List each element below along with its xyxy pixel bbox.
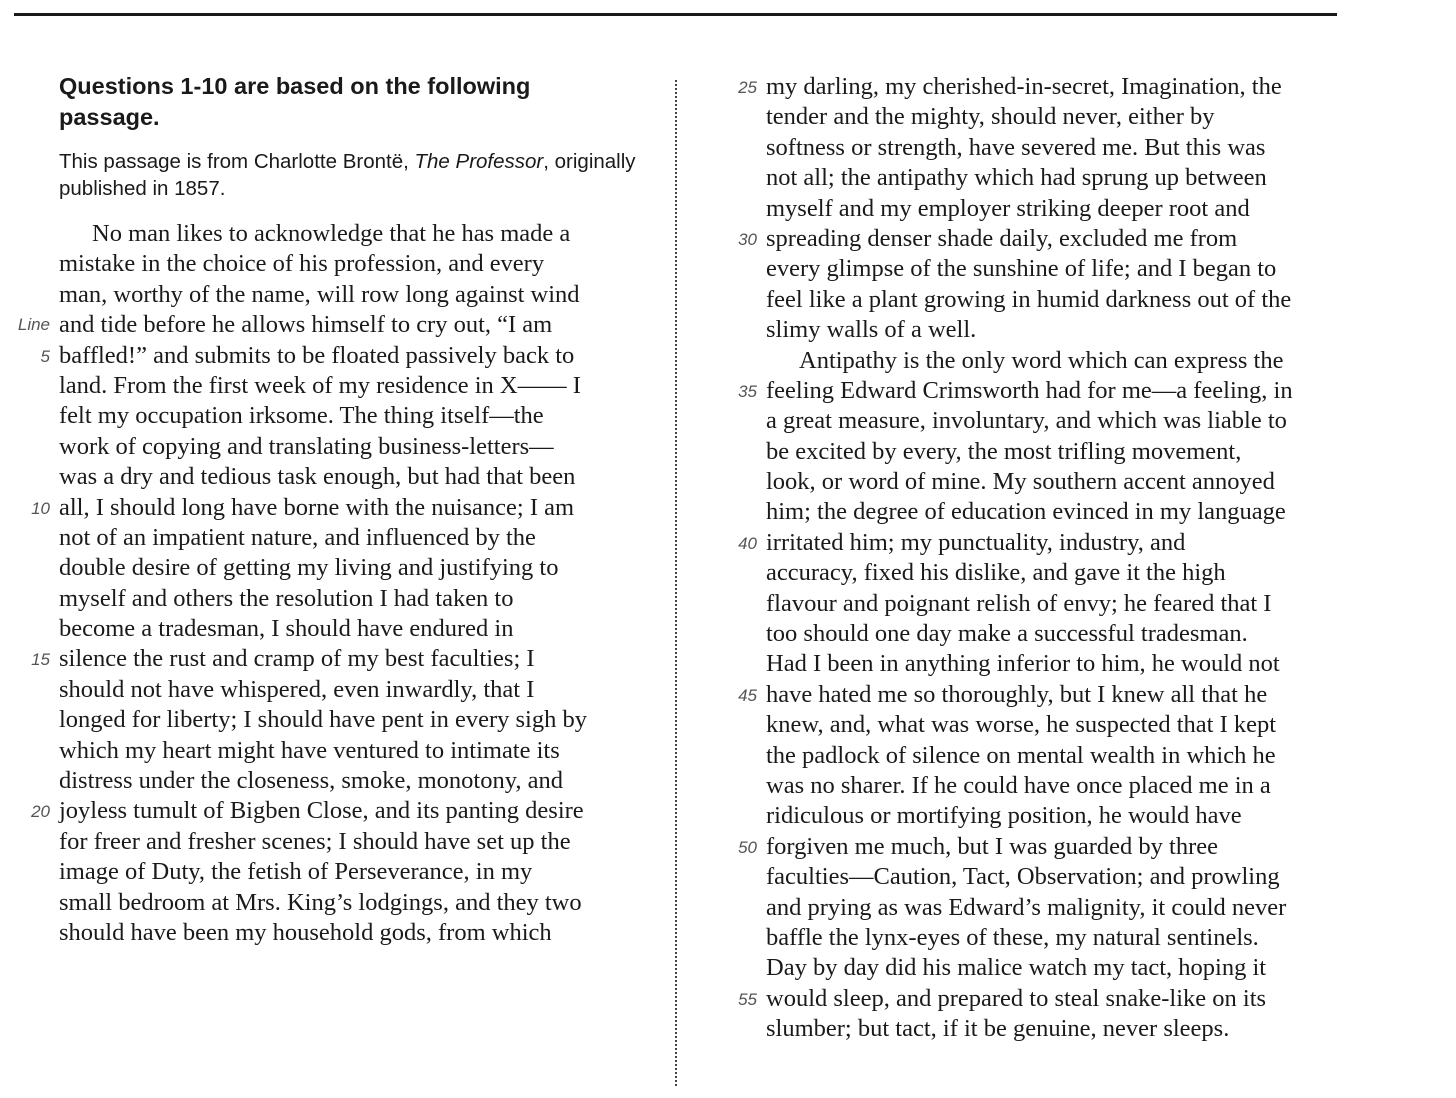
passage-line [766,558,1293,588]
passage-line [59,249,587,279]
line-text: land. From the first week of my residence in X—— I [59,371,581,399]
passage-line [31,796,587,826]
passage-line [766,862,1293,892]
line-text: become a tradesman, I should have endured in [59,615,514,643]
passage-line [59,614,587,644]
line-text: Had I been in anything inferior to him, he would not [766,650,1280,678]
line-text: distress under the closeness, smoke, monotony, and [59,767,563,795]
passage-line [31,644,587,674]
line-text: be excited by every, the most trifling movement, [766,437,1242,465]
passage-line [59,432,587,462]
passage-line [766,771,1293,801]
passage-line [59,888,587,918]
passage-line [59,401,587,431]
passage-column-right [738,72,1293,1045]
passage-line [59,827,587,857]
line-text: faculties—Caution, Tact, Observation; and prowling [766,863,1280,891]
passage-line [738,832,1293,862]
line-text: forgiven me much, but I was guarded by three [766,832,1218,860]
line-text: not of an impatient nature, and influenced by the [59,523,536,551]
line-text: knew, and, what was worse, he suspected that I kept [766,711,1277,739]
passage-line [738,528,1293,558]
passage-line [59,918,587,948]
source-suffix: , originally published in 1857. [59,150,636,200]
line-text: tender and the mighty, should never, either by [766,103,1215,131]
passage-line [31,493,587,523]
line-text: image of Duty, the fetish of Perseverance, in my [59,858,533,886]
passage-line [766,619,1293,649]
passage-column-left [17,219,587,948]
passage-line [59,705,587,735]
line-text: every glimpse of the sunshine of life; and I began to [766,255,1277,283]
passage-line [738,72,1293,102]
passage-line [766,194,1293,224]
line-text: slimy walls of a well. [766,316,977,344]
top-rule [14,13,1337,16]
line-text: baffled!” and submits to be floated passively back to [59,341,575,369]
line-number: 30 [738,229,757,249]
line-text: have hated me so thoroughly, but I knew all that he [766,680,1268,708]
passage-line [766,133,1293,163]
line-number: 20 [31,802,50,822]
line-text: should not have whispered, even inwardly, that I [59,675,535,703]
line-text: accuracy, fixed his dislike, and gave it the high [766,559,1226,587]
line-text: spreading denser shade daily, excluded me from [766,224,1238,252]
line-number: 40 [738,533,757,553]
passage-line [40,341,587,371]
passage-line [766,1014,1293,1044]
line-text: silence the rust and cramp of my best faculties; I [59,645,535,673]
passage-line [766,163,1293,193]
line-text: would sleep, and prepared to steal snake-like on its [766,984,1267,1012]
line-text: should have been my household gods, from which [59,918,552,946]
passage-line [766,102,1293,132]
line-text: work of copying and translating business-letters— [59,432,554,460]
line-text: and tide before he allows himself to cry out, “I am [59,311,553,339]
questions-heading: Questions 1-10 are based on the following passage. [59,73,531,130]
passage-line [59,219,587,249]
passage-line [59,736,587,766]
line-number: 55 [738,989,757,1009]
passage-line [766,346,1293,376]
line-text: irritated him; my punctuality, industry, and [766,528,1186,556]
passage-line [766,893,1293,923]
line-text: ridiculous or mortifying position, he would have [766,802,1242,830]
line-label: Line [17,315,50,335]
line-text: not all; the antipathy which had sprung up between [766,164,1267,192]
line-text: feeling Edward Crimsworth had for me—a feeling, in [766,376,1293,404]
passage-line [766,315,1293,345]
passage-line [738,680,1293,710]
passage-line [738,376,1293,406]
line-text: small bedroom at Mrs. King’s lodgings, and they two [59,888,582,916]
line-text: feel like a plant growing in humid darkness out of the [766,285,1292,313]
passage-line [766,467,1293,497]
passage-line [766,923,1293,953]
line-text: baffle the lynx-eyes of these, my natural sentinels. [766,923,1259,951]
line-text: man, worthy of the name, will row long against wind [59,280,580,308]
passage-line [59,523,587,553]
line-text: softness or strength, have severed me. But this was [766,133,1266,161]
passage-source [59,148,639,202]
passage-line [59,371,587,401]
line-text: No man likes to acknowledge that he has made a [92,220,571,247]
passage-line [766,649,1293,679]
line-text: was a dry and tedious task enough, but had that been [59,463,576,491]
line-text: mistake in the choice of his profession, and every [59,250,545,278]
line-text: for freer and fresher scenes; I should have set up the [59,827,571,855]
line-text: all, I should long have borne with the nuisance; I am [59,493,575,521]
passage-line [59,584,587,614]
line-text: which my heart might have ventured to intimate its [59,736,560,764]
line-text: double desire of getting my living and justifying to [59,554,559,582]
source-prefix: This passage is from Charlotte Brontë, [59,150,415,173]
line-text: a great measure, involuntary, and which was liable to [766,407,1287,435]
passage-line [766,285,1293,315]
line-text: look, or word of mine. My southern accent annoyed [766,468,1275,496]
line-text: and prying as was Edward’s malignity, it could never [766,893,1287,921]
line-text: my darling, my cherished-in-secret, Imagination, the [766,73,1282,100]
line-text: was no sharer. If he could have once placed me in a [766,771,1271,799]
passage-line [59,553,587,583]
line-number: 15 [31,650,50,670]
passage-line [766,953,1293,983]
line-text: myself and my employer striking deeper root and [766,194,1250,222]
passage-line [17,310,587,340]
passage-line [766,254,1293,284]
line-number: 35 [738,381,757,401]
line-number: 45 [738,685,757,705]
passage-line [766,801,1293,831]
column-divider [675,80,677,1086]
line-text: the padlock of silence on mental wealth in which he [766,741,1276,769]
passage-line [738,224,1293,254]
line-number: 5 [40,346,50,366]
line-text: too should one day make a successful tradesman. [766,620,1248,648]
passage-line [59,766,587,796]
passage-line [766,437,1293,467]
line-text: Day by day did his malice watch my tact, hoping it [766,954,1267,982]
line-text: myself and others the resolution I had taken to [59,584,514,612]
passage-line [766,406,1293,436]
line-text: him; the degree of education evinced in my language [766,498,1286,526]
line-text: slumber; but tact, if it be genuine, never sleeps. [766,1015,1230,1043]
passage-line [59,675,587,705]
passage-line [766,497,1293,527]
line-number: 25 [738,78,757,97]
line-text: Antipathy is the only word which can express the [799,346,1284,374]
line-number: 10 [31,498,50,518]
line-text: joyless tumult of Bigben Close, and its panting desire [59,797,584,825]
line-text: flavour and poignant relish of envy; he feared that I [766,589,1272,617]
passage-line [738,984,1293,1014]
line-number: 50 [738,837,757,857]
passage-line [59,280,587,310]
source-title: The Professor [414,150,544,173]
line-text: longed for liberty; I should have pent in every sigh by [59,706,587,734]
passage-line [766,741,1293,771]
passage-line [766,710,1293,740]
passage-line [766,589,1293,619]
line-text: felt my occupation irksome. The thing itself—the [59,402,544,430]
passage-line [59,462,587,492]
passage-line [59,857,587,887]
